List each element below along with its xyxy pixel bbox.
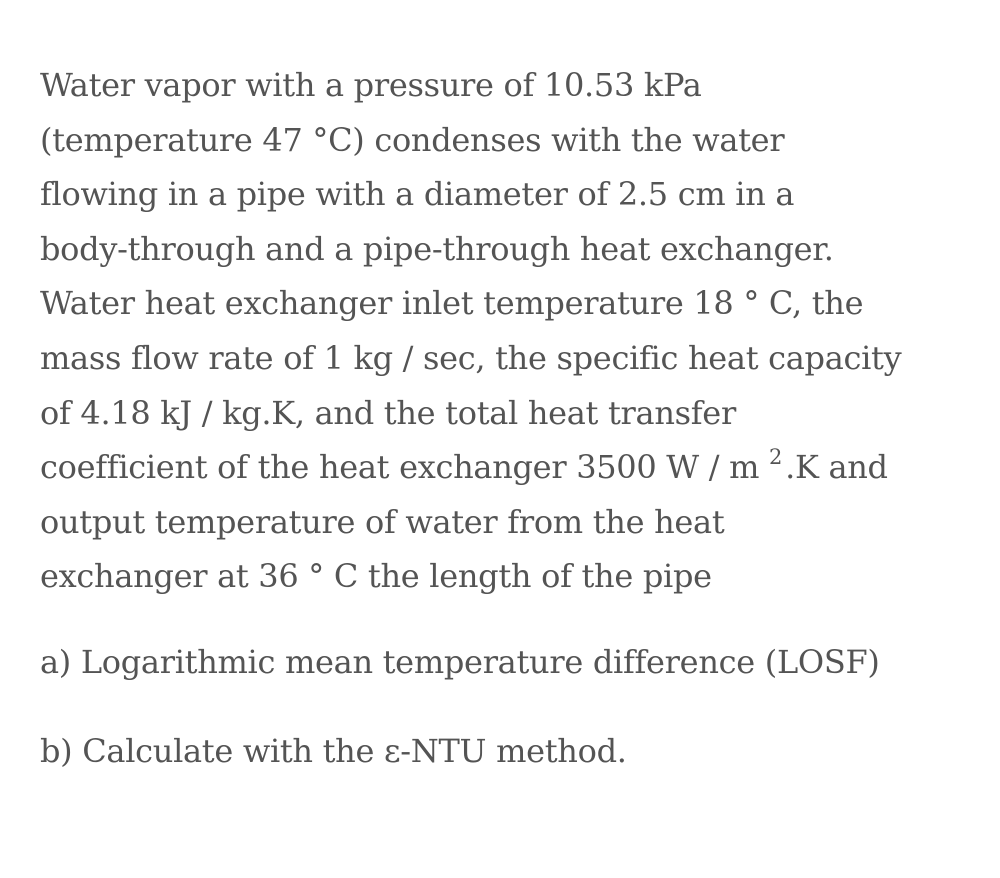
problem-line-8 bbox=[40, 440, 975, 495]
problem-line-9: output temperature of water from the heat bbox=[40, 502, 725, 541]
problem-line-5: Water heat exchanger inlet temperature 18 ° C, the bbox=[40, 284, 864, 323]
problem-line-3: flowing in a pipe with a diameter of 2.5 cm in a bbox=[40, 175, 795, 214]
problem-line-4: body-through and a pipe-through heat exchanger. bbox=[40, 229, 834, 268]
problem-line-1: Water vapor with a pressure of 10.53 kPa bbox=[40, 66, 702, 104]
problem-line-2: (temperature 47 °C) condenses with the water bbox=[40, 120, 785, 159]
problem-line-7: of 4.18 kJ / kg.K, and the total heat transfer bbox=[40, 393, 736, 432]
problem-statement bbox=[40, 58, 975, 604]
question-part-b: b) Calculate with the ε-NTU method. bbox=[40, 731, 627, 770]
superscript-exponent: 2 bbox=[769, 445, 783, 470]
question-content bbox=[40, 58, 975, 774]
problem-line-10: exchanger at 36 ° C the length of the pipe bbox=[40, 557, 712, 596]
problem-line-8-unit: .K and bbox=[785, 448, 888, 487]
problem-line-8-text: coefficient of the heat exchanger 3500 W / m bbox=[40, 448, 770, 487]
question-part-a: a) Logarithmic mean temperature difference (LOSF) bbox=[40, 642, 880, 681]
problem-line-6: mass flow rate of 1 kg / sec, the specific heat capacity bbox=[40, 338, 902, 377]
